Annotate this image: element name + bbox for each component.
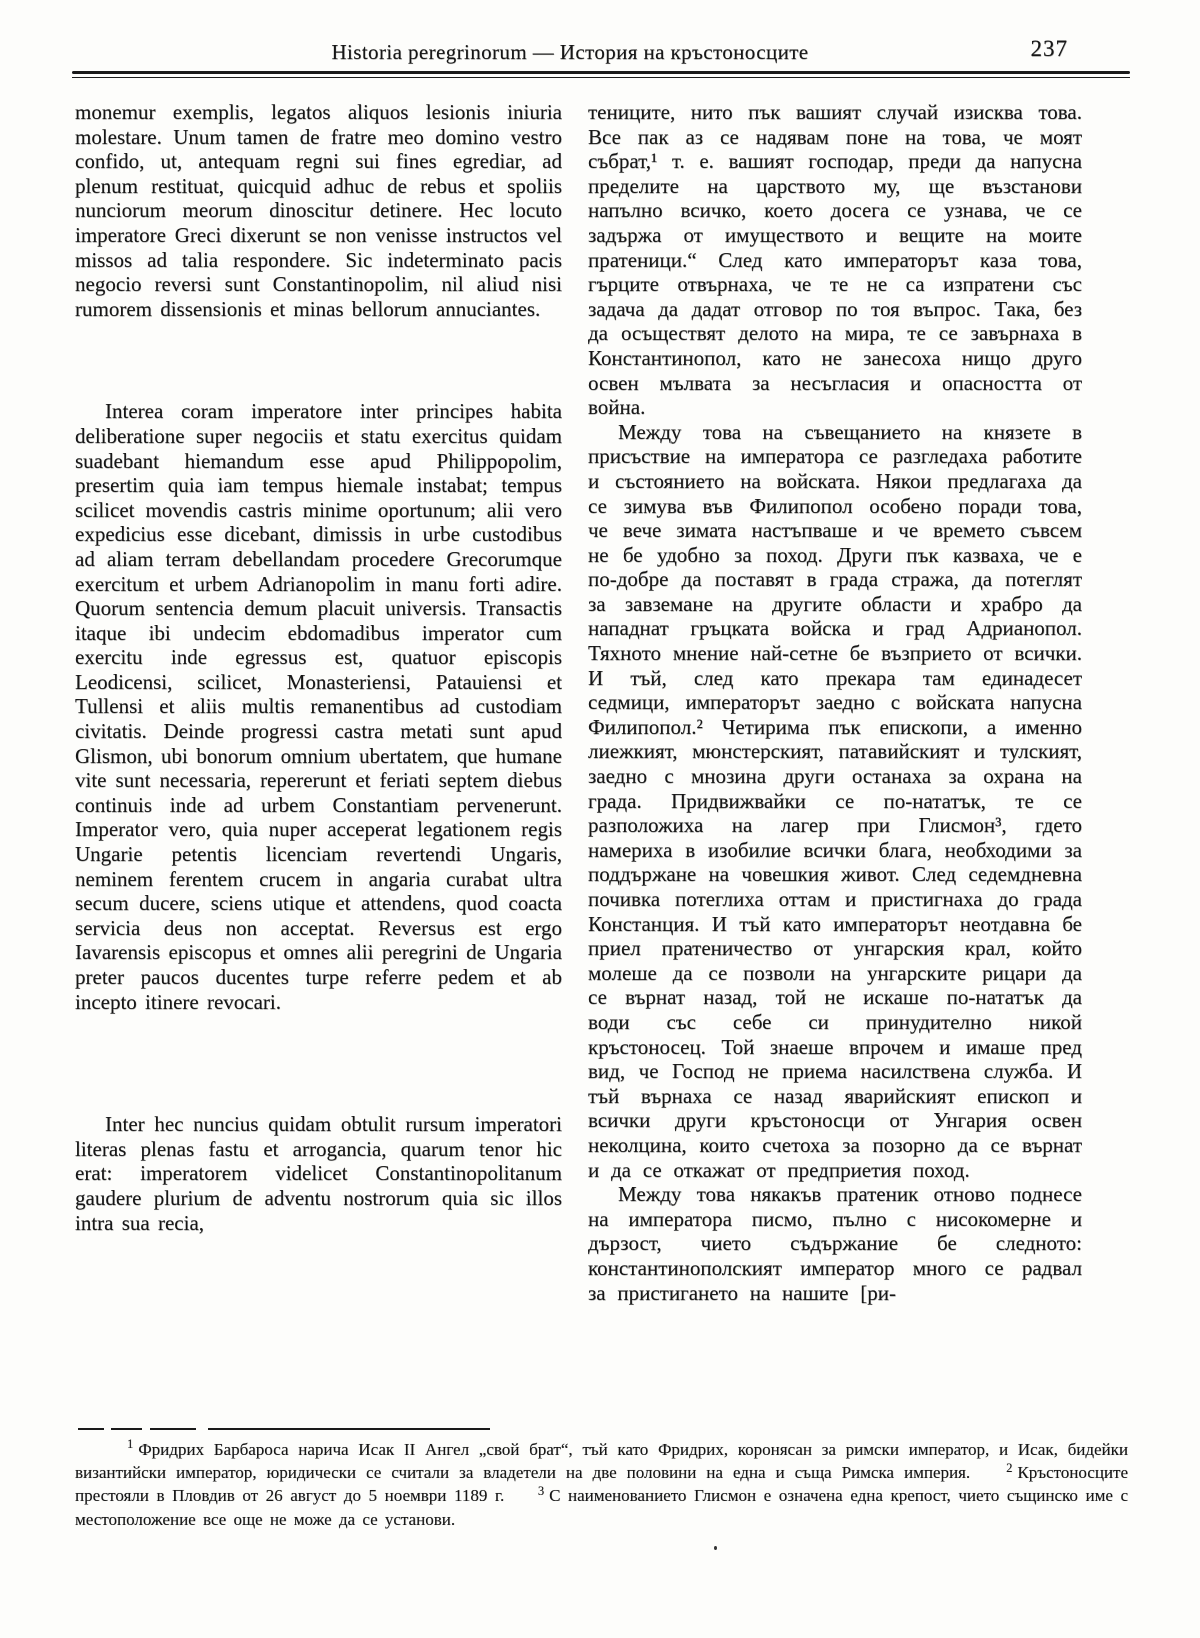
running-title: Historia peregrinorum — История на кръстоносците <box>331 40 809 64</box>
footnote-2-text: Кръстоносците престояли в Пловдив от 26 август до 5 ноември 1189 г. <box>75 1463 1129 1506</box>
bulgarian-paragraph-2: Между това на съвещанието на князете в присъствие на императора се разгледаха работите и състоянието на войската. Някои предлагаха да се зимува във Филипопол особено поради това, че вече зимата настъпваше и че времето съвсем не бе удобно за поход. Други пък казваха, че е по-добре да поставят в града стража, да потеглят за завземане на другите области и храбро да нападнат гръцката войска и град Адрианопол. Тяхното мнение най-сетне бе възприето от всички. И тъй, след като прекара там единадесет седмици, императорът заедно с войската напусна Филипопол.² Четирима пък епископи, а именно лиежкият, мюнстерският, патавийският и тулският, заедно с мнозина други останаха за охрана на града. Придвижвайки се по-нататък, те се разположиха на лагер при Глисмон³, гдето намериха в изобилие всички блага, необходими за поддържане на човешкия живот. След седемдневна почивка потеглиха оттам и пристигнаха до града Констанция. И тъй като императорът неотдавна бе приел пратеничество от унгарския крал, който молеше да се позволи на унгарските рицари да се върнат назад, той не искаше по-нататък да води със себе си принудително никой кръстоносец. Той знаеше впрочем и имаше пред вид, че Господ не приема насилствена служба. И тъй върнаха се назад яварийският епископ и всички други кръстоносци от Унгария освен неколцина, които счетоха за позорно да се върнат и да се откажат от предприетия поход. <box>588 419 1082 1182</box>
header-rule-thick-line <box>72 71 1130 74</box>
header-rule-thin-line <box>72 77 1130 78</box>
footnote-1 <box>75 1437 1128 1483</box>
latin-paragraph-3: Inter hec nuncius quidam obtulit rursum imperatori literas plenas fastu et arrogancia, quarum tenor hic erat: imperatorem videlicet Constantinopolitanum gaudere plurium de adventu nostrorum quia sic illos intra sua recia, <box>75 1112 562 1235</box>
footnote-1-marker: 1 <box>127 1437 134 1452</box>
latin-column <box>75 100 562 1422</box>
page-number: 237 <box>1030 36 1068 61</box>
bulgarian-paragraph-1: тениците, нито пък вашият случай изисква това. Все пак аз се надявам поне на това, че моят събрат,¹ т. е. вашият господар, преди да напусна пределите на царството му, ще възстанови напълно всичко, което досега се узнава, че се задържа от имуществото и вещите на моите пратеници.“ След като императорът каза това, гърците отвърнаха, че те не са изпратени със задача да дадат отговор по тоя въпрос. Така, без да осъществят делото на мира, те се завърнаха в Константинопол, като не занесоха нищо друго освен мълвата за несъгласия и опасността от война. <box>588 100 1082 420</box>
footnote-2-marker: 2 <box>1006 1460 1013 1475</box>
latin-paragraph-1: monemur exemplis, legatos aliquos lesionis iniuria molestare. Unum tamen de fratre meo domino vestro confido, ut, antequam regni sui fines egrediar, ad plenum restituat, quicquid adhuc de rebus et spoliis nunciorum meorum dinoscitur detinere. Hec locuto imperatore Greci dixerunt se non venisse instructos vel missos ad talia respondere. Sic indeterminato pacis negocio reversi sunt Constantinopolim, nil aliud nisi rumorem dissensionis et minas bellorum annuciantes. <box>75 100 562 321</box>
footnote-3-marker: 3 <box>537 1483 545 1498</box>
bulgarian-column <box>588 100 1082 1422</box>
bulgarian-paragraph-3: Между това някакъв пратеник отново поднесе на императора писмо, пълно с нисокомерне и дързост, чието съдържание бе следното: константинополският император много се радвал за пристигането на нашите [ри- <box>588 1182 1082 1305</box>
footnote-rule <box>78 1428 490 1430</box>
footnote-1-text: Фридрих Барбароса нарича Исак II Ангел „свой брат“, тъй като Фридрих, коронясан за римски император, и Исак, бидейки византийски император, юридически се считали за владетели на две половини на една и съща Римска империя. <box>75 1440 1128 1483</box>
footnote-3-text: С наименованието Глисмон е означена една крепост, чието същинско име с местоположение все още не може да се установи. <box>75 1486 1129 1529</box>
header-rule <box>72 71 1130 78</box>
latin-paragraph-2: Interea coram imperatore inter principes habita deliberatione super negociis et statu exercitus quidam suadebant hiemandum esse apud Philippopolim, presertim quia iam tempus hiemale instabat; tempus scilicet movendis castris minime oportunum; alii vero expedicius esse dicebant, dimissis in urbe custodibus ad aliam terram debellandam procedere Grecorumque exercitum et urbem Adrianopolim in manu forti adire. Quorum sentencia demum placuit universis. Transactis itaque ibi undecim ebdomadibus imperator cum exercitu inde egressus est, quatuor episcopis Leodicensi, scilicet, Monasteriensi, Patauiensi et Tullensi et aliis multis remanentibus ad custodiam civitatis. Deinde progressi castra metati sunt apud Glismon, ubi bonorum omnium ubertatem, que humane vite sunt necessaria, repererunt et feriati septem diebus continuis inde ad urbem Constantiam pervenerunt. Imperator vero, quia nuper acceperat legationem regis Ungarie petentis licenciam revertendi Ungaris, neminem ferentem crucem in angaria curabat ultra secum ducere, sciens utique et attendens, quod coacta servicia deus non acceptat. Reversus est ergo Iavarensis episcopus et omnes alii peregrini de Ungaria preter paucos ducentes turpe referre pedem et ab incepto itinere revocari. <box>75 399 562 1014</box>
footnotes <box>75 1438 1128 1531</box>
footnotes-paragraph <box>75 1438 1128 1531</box>
scan-artifact-dot <box>714 1546 717 1550</box>
